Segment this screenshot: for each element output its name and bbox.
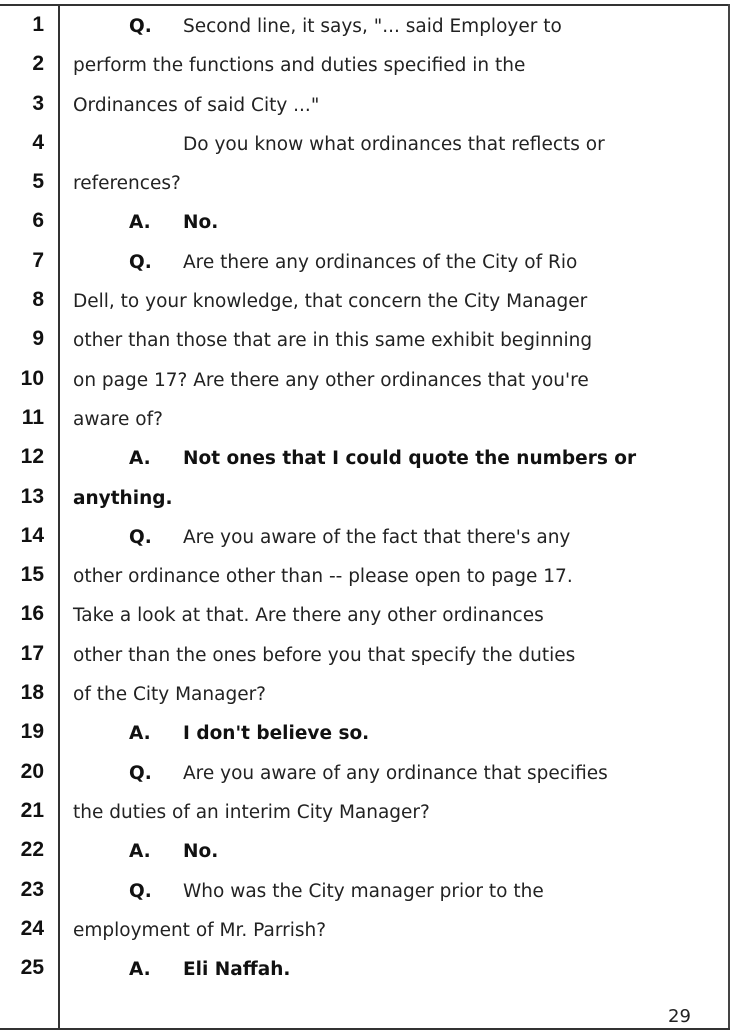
answer-text: Eli Naffah. xyxy=(183,959,291,981)
line-text: references? xyxy=(73,173,181,195)
answer-text: anything. xyxy=(73,487,173,509)
line-number: 23 xyxy=(20,877,44,901)
transcript-line xyxy=(0,403,738,442)
transcript-lines xyxy=(0,10,738,992)
line-text: Are there any ordinances of the City of Rio xyxy=(183,251,578,273)
top-border xyxy=(0,4,730,6)
line-number: 9 xyxy=(32,327,44,351)
transcript-line xyxy=(0,206,738,245)
answer-text: No. xyxy=(183,841,219,863)
transcript-line xyxy=(0,796,738,835)
transcript-line xyxy=(0,10,738,49)
line-text: other than the ones before you that specify the duties xyxy=(73,644,576,666)
line-number: 18 xyxy=(20,681,44,705)
line-text: Dell, to your knowledge, that concern the City Manager xyxy=(73,291,588,313)
question-marker: Q. xyxy=(129,762,152,784)
line-number: 2 xyxy=(32,52,44,76)
transcript-line xyxy=(0,717,738,756)
transcript-line xyxy=(0,128,738,167)
line-number: 3 xyxy=(32,91,44,115)
line-number: 1 xyxy=(32,13,44,36)
line-number: 16 xyxy=(20,602,44,626)
line-number: 11 xyxy=(21,405,44,429)
transcript-line xyxy=(0,757,738,796)
line-text: the duties of an interim City Manager? xyxy=(73,801,430,823)
line-text: Do you know what ordinances that reflects or xyxy=(183,133,605,155)
transcript-line xyxy=(0,835,738,874)
answer-marker: A. xyxy=(129,212,151,234)
line-number: 8 xyxy=(32,288,44,312)
question-marker: Q. xyxy=(129,16,152,37)
answer-text: Not ones that I could quote the numbers or xyxy=(183,448,637,470)
transcript-line xyxy=(0,599,738,638)
line-text: other ordinance other than -- please open to page 17. xyxy=(73,566,573,588)
transcript-line xyxy=(0,89,738,128)
line-number: 24 xyxy=(20,916,44,940)
line-number: 7 xyxy=(32,248,44,272)
answer-marker: A. xyxy=(129,723,151,745)
transcript-line xyxy=(0,49,738,88)
line-text: Are you aware of the fact that there's any xyxy=(183,526,571,548)
line-text: employment of Mr. Parrish? xyxy=(73,919,327,941)
transcript-line xyxy=(0,639,738,678)
bottom-border xyxy=(0,1028,730,1030)
line-number: 12 xyxy=(20,445,44,469)
answer-text: No. xyxy=(183,212,219,234)
transcript-line xyxy=(0,953,738,992)
answer-marker: A. xyxy=(129,959,151,981)
answer-text: I don't believe so. xyxy=(183,723,370,745)
transcript-line xyxy=(0,324,738,363)
question-marker: Q. xyxy=(129,880,152,902)
transcript-line xyxy=(0,482,738,521)
transcript-line xyxy=(0,521,738,560)
answer-marker: A. xyxy=(129,448,151,470)
line-number: 4 xyxy=(32,130,44,154)
line-text: Ordinances of said City ..." xyxy=(73,94,320,116)
line-number: 21 xyxy=(20,798,44,822)
line-text: Second line, it says, "... said Employer to xyxy=(183,16,562,37)
line-number: 6 xyxy=(32,209,44,233)
line-text: on page 17? Are there any other ordinances that you're xyxy=(73,369,589,391)
transcript-line xyxy=(0,875,738,914)
line-text: Are you aware of any ordinance that specifies xyxy=(183,762,608,784)
line-text: aware of? xyxy=(73,408,163,430)
line-number: 20 xyxy=(20,759,44,783)
line-number: 10 xyxy=(20,366,44,390)
transcript-line xyxy=(0,246,738,285)
transcript-line xyxy=(0,364,738,403)
line-number: 19 xyxy=(20,720,44,744)
line-number: 22 xyxy=(20,838,44,862)
transcript-line xyxy=(0,560,738,599)
question-marker: Q. xyxy=(129,251,152,273)
transcript-line xyxy=(0,442,738,481)
line-number: 25 xyxy=(20,956,44,980)
line-number: 15 xyxy=(20,563,44,587)
transcript-line xyxy=(0,167,738,206)
transcript-line xyxy=(0,914,738,953)
line-number: 17 xyxy=(20,641,44,665)
line-number: 13 xyxy=(20,484,44,508)
line-text: Take a look at that. Are there any other ordinances xyxy=(73,605,544,627)
answer-marker: A. xyxy=(129,841,151,863)
page-number: 29 xyxy=(668,1006,691,1027)
question-marker: Q. xyxy=(129,526,152,548)
transcript-line xyxy=(0,285,738,324)
line-text: Who was the City manager prior to the xyxy=(183,880,544,902)
line-text: other than those that are in this same exhibit beginning xyxy=(73,330,593,352)
transcript-line xyxy=(0,678,738,717)
line-text: of the City Manager? xyxy=(73,684,267,706)
line-number: 5 xyxy=(32,170,44,194)
line-text: perform the functions and duties specified in the xyxy=(73,55,526,77)
line-number: 14 xyxy=(20,523,44,547)
